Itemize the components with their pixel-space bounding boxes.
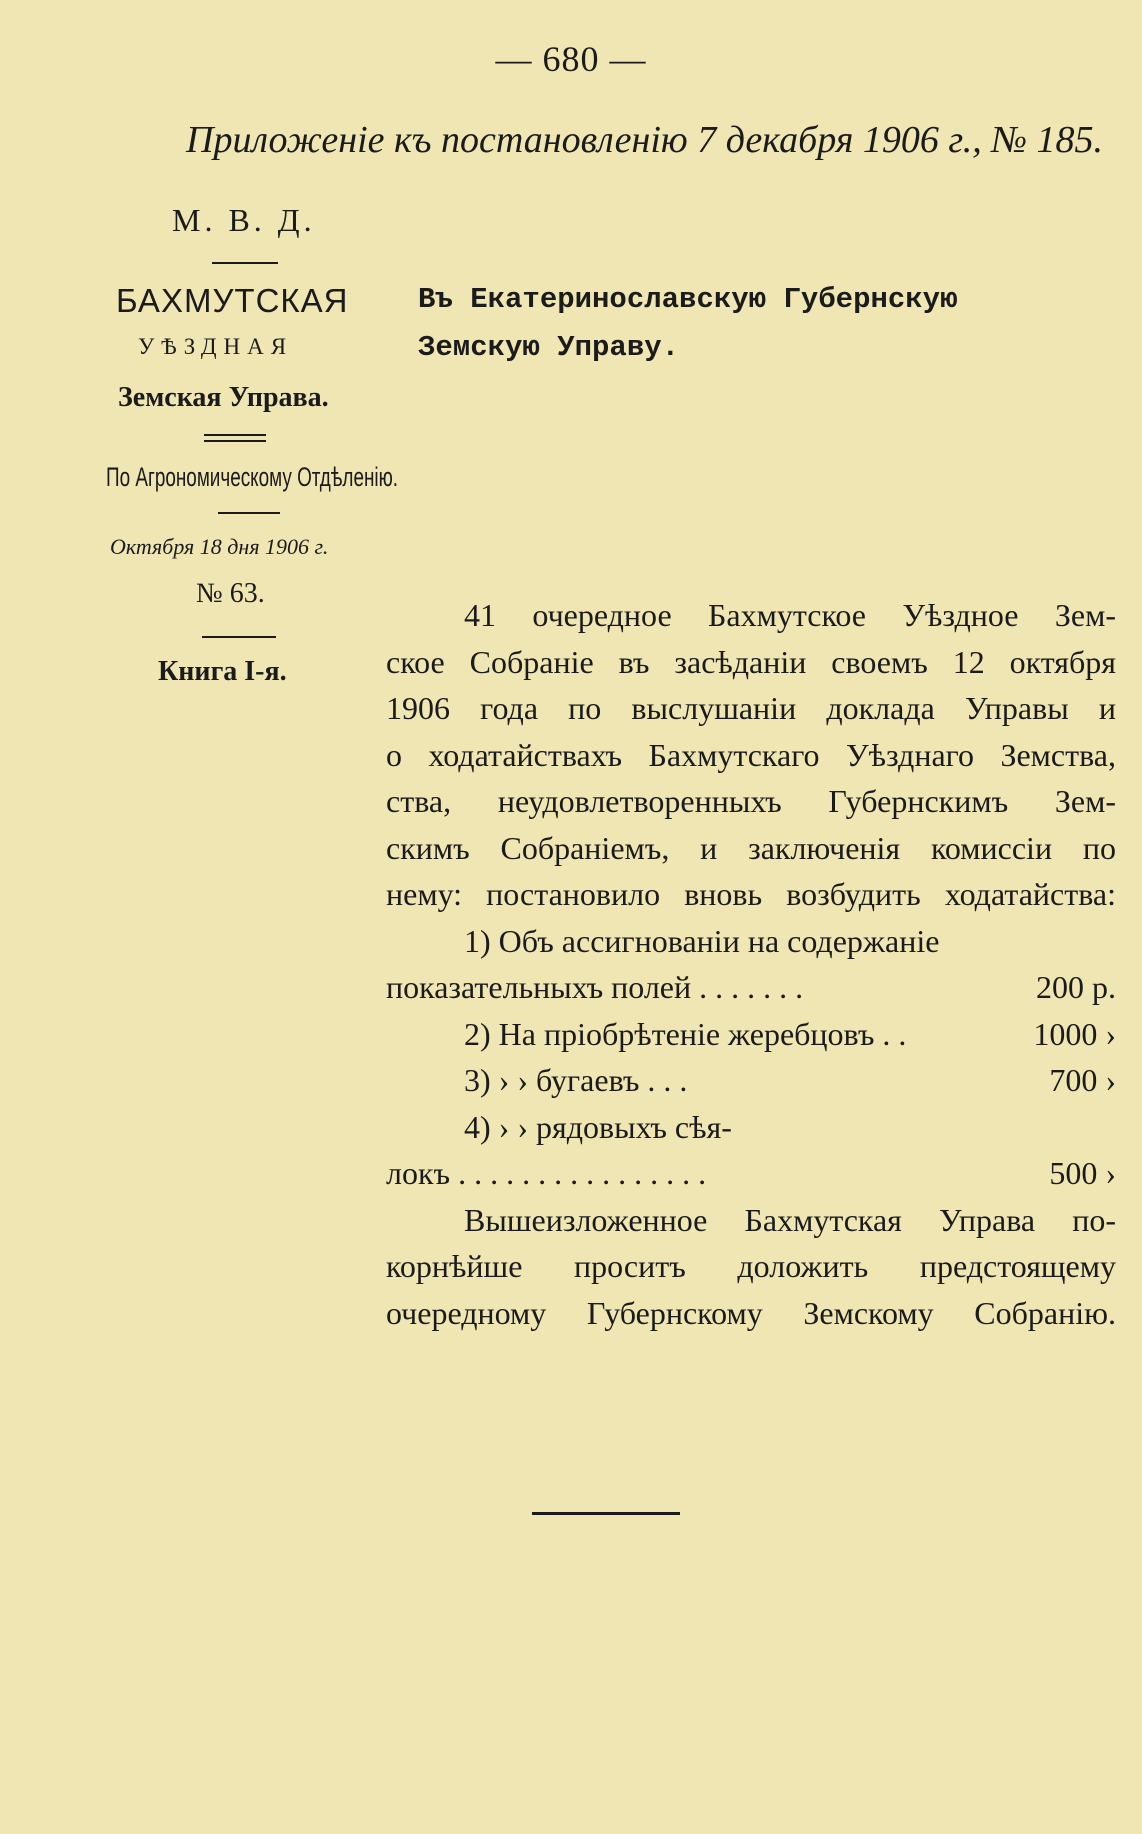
closing-line: очередному Губернскому Земскому Собранію. (386, 1294, 1116, 1331)
ministry-abbreviation: М. В. Д. (172, 202, 316, 238)
item-amount: 200 р. (1036, 969, 1116, 1005)
item-label: показательныхъ полей . . . . . . . (386, 969, 804, 1005)
item-amount: 500 › (1049, 1155, 1116, 1191)
addressee-line-1: Въ Екатеринославскую Губернскую (418, 283, 958, 316)
appendix-heading: Приложеніе къ постановленію 7 декабря 1906 г., № 185. (186, 119, 1104, 161)
body-line: о ходатайствахъ Бахмутскаго Уѣзднаго Земства, (386, 736, 1116, 773)
item-label: 4) › › рядовыхъ сѣя- (464, 1108, 732, 1145)
item-label: локъ . . . . . . . . . . . . . . . . (386, 1155, 707, 1191)
body-line: 1906 года по выслушаніи доклада Управы и (386, 690, 1116, 726)
body-line: ства, неудовлетворенныхъ Губернскимъ Зем- (386, 783, 1116, 819)
item-amount: 1000 › (1033, 1015, 1116, 1052)
department-name: По Агрономическому Отдѣленію. (106, 462, 399, 492)
request-item (386, 1150, 1116, 1197)
book-label: Книга І-я. (158, 656, 287, 687)
district-name: БАХМУТСКАЯ (116, 282, 349, 319)
item-label: 1) Объ ассигнованіи на содержаніе (464, 922, 940, 959)
item-label: 3) › › бугаевъ . . . (464, 1062, 688, 1098)
letter-date: Октября 18 дня 1906 г. (110, 534, 329, 559)
end-divider (532, 1512, 680, 1515)
divider (202, 636, 276, 638)
request-item (386, 918, 1116, 965)
addressee (418, 276, 1118, 372)
request-item (386, 1057, 1116, 1104)
closing-line: Вышеизложенное Бахмутская Управа по- (464, 1201, 1116, 1238)
body-text (386, 592, 1116, 1336)
body-line: 41 очередное Бахмутское Уѣздное Зем- (464, 597, 1116, 633)
item-amount: 700 › (1049, 1062, 1116, 1098)
divider (204, 440, 266, 442)
board-name: Земская Управа. (118, 382, 329, 413)
request-item (386, 1104, 1116, 1151)
body-line: ское Собраніе въ засѣданіи своемъ 12 октября (386, 643, 1116, 680)
addressee-line-2: Земскую Управу. (418, 331, 680, 364)
letter-number: № 63. (196, 578, 265, 609)
district-type: УѢЗДНАЯ (138, 334, 294, 359)
body-line: нему: постановило вновь возбудить ходатайства: (386, 876, 1116, 912)
request-item (386, 1011, 1116, 1058)
divider (204, 434, 266, 436)
closing-line: корнѣйше проситъ доложить предстоящему (386, 1248, 1116, 1284)
request-item (386, 964, 1116, 1011)
item-label: 2) На пріобрѣтеніе жеребцовъ . . (464, 1015, 907, 1052)
divider (212, 262, 278, 264)
divider (218, 512, 280, 514)
body-line: скимъ Собраніемъ, и заключенія комиссіи по (386, 829, 1116, 866)
page-number: — 680 — (495, 39, 647, 79)
